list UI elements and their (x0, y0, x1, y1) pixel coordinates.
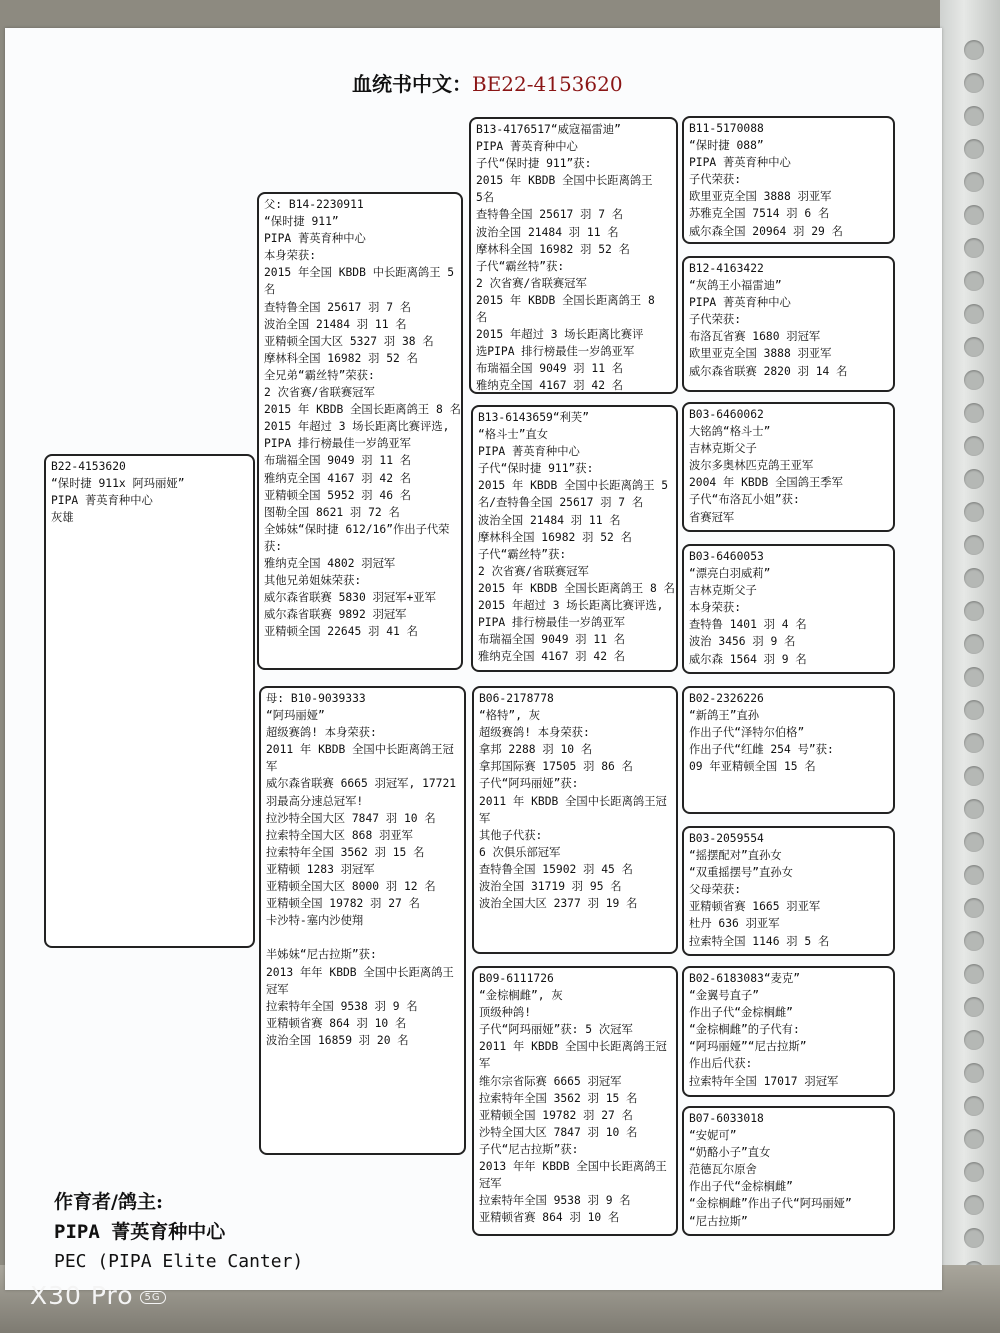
binder-hole (964, 205, 984, 225)
title-prefix: 血统书中文： (352, 72, 472, 96)
pedigree-line: 2013 年年 KBDB 全国中长距离鸽王 (479, 1160, 667, 1174)
pedigree-line: 2015 年超过 3 场长距离比赛评 (476, 328, 644, 342)
pedigree-line: 图勒全国 8621 羽 72 名 (264, 505, 400, 519)
pedigree-line: PIPA 菁英育种中心 (478, 445, 580, 459)
pedigree-line: “灰鸽王小福雷迪” (689, 279, 782, 293)
great-granddam-3-box (682, 826, 895, 956)
pedigree-line: PIPA 菁英育种中心 (476, 140, 578, 154)
binder-hole (964, 898, 984, 918)
pedigree-line: 顶级种鸽! (479, 1006, 531, 1020)
pedigree-line: 威尔森省联赛 9892 羽冠军 (264, 608, 407, 622)
pedigree-line: 子代“霸丝特”获: (478, 547, 567, 561)
pedigree-line: 2015 年 KBDB 全国长距离鸽王 8 名 (264, 403, 461, 417)
pedigree-line: 拉索特年全国 3562 羽 15 名 (266, 845, 425, 859)
binder-hole (964, 799, 984, 819)
pedigree-line: 拉沙特全国大区 7847 羽 10 名 (266, 811, 436, 825)
pedigree-line: 布洛瓦省赛 1680 羽冠军 (689, 330, 821, 344)
pedigree-line: 威尔森省联赛 2820 羽 14 名 (689, 364, 848, 378)
pedigree-line: 威尔森省联赛 6665 羽冠军, 17721 (266, 777, 457, 791)
binder-hole (964, 733, 984, 753)
binder-hole (964, 832, 984, 852)
pedigree-line: “双重摇摆号”直孙女 (689, 866, 793, 880)
binder-hole (964, 337, 984, 357)
pedigree-line: 卡沙特-塞内沙使翔 (266, 914, 364, 928)
camera-model: X30 Pro (30, 1281, 134, 1310)
pedigree-line: 查特鲁全国 15902 羽 45 名 (479, 862, 633, 876)
granddam-maternal-box (472, 966, 678, 1236)
pedigree-line: PIPA 菁英育种中心 (51, 494, 153, 508)
binder-hole (964, 1162, 984, 1182)
breeder-english-name: PEC (PIPA Elite Canter) (54, 1251, 304, 1272)
pedigree-line: 摩林科全国 16982 羽 52 名 (264, 351, 418, 365)
pedigree-line: 子代荣获: (689, 313, 741, 327)
dam-box (259, 686, 466, 1155)
grandsire-maternal-box (472, 686, 678, 954)
pedigree-line: 本身荣获: (689, 601, 741, 615)
great-granddam-1-box (682, 256, 895, 392)
pedigree-line: “新鸽王”直孙 (689, 709, 760, 723)
pedigree-line: 2015 年 KBDB 全国中长距离鸽王 (476, 174, 653, 188)
pedigree-line: 2013 年年 KBDB 全国中长距离鸽王 (266, 965, 454, 979)
pedigree-line: 子代“尼古拉斯”获: (479, 1142, 579, 1156)
pedigree-line: “金棕榈雌”作出子代“阿玛丽娅” (689, 1197, 852, 1211)
pedigree-line: 拉索特全国 1146 羽 5 名 (689, 934, 830, 948)
pedigree-line: B22-4153620 (51, 460, 126, 473)
pedigree-line: PIPA 排行榜最佳一岁鸽亚军 (478, 616, 625, 630)
pedigree-line: 摩林科全国 16982 羽 52 名 (478, 530, 632, 544)
pedigree-line: B13-4176517“威寇福雷迪” (476, 123, 621, 136)
great-granddam-4-box (682, 1106, 895, 1236)
binder-hole (964, 1129, 984, 1149)
pedigree-line: “金棕榈雌”的子代有: (689, 1023, 800, 1037)
pedigree-line: 名 (476, 311, 488, 325)
pedigree-line (266, 929, 459, 946)
pedigree-line: 母: B10-9039333 (266, 692, 366, 705)
pedigree-line: 波治全国 21484 羽 11 名 (264, 317, 407, 331)
pedigree-line: 亚精顿全国大区 5327 羽 38 名 (264, 334, 434, 348)
pedigree-line: “金翼号直子” (689, 989, 760, 1003)
pedigree-line: “奶酪小子”直女 (689, 1146, 771, 1160)
pedigree-line: 2 次省赛/省联赛冠军 (476, 276, 587, 290)
breeder-name: PIPA 菁英育种中心 (54, 1221, 226, 1243)
pedigree-line: 2015 年 KBDB 全国长距离鸽王 8 (476, 293, 655, 307)
pedigree-line: 冠军 (479, 1177, 502, 1191)
pedigree-line: 拉索特年全国 9538 羽 9 名 (266, 999, 418, 1013)
pedigree-line: B02-6183083“麦克” (689, 972, 801, 985)
pedigree-line: 欧里亚克全国 3888 羽亚军 (689, 347, 832, 361)
pedigree-line: 09 年亚精顿全国 15 名 (689, 760, 816, 774)
binder-hole (964, 601, 984, 621)
pedigree-line: B03-6460053 (689, 550, 764, 563)
pedigree-line: 2015 年超过 3 场长距离比赛评选, (478, 599, 664, 613)
pedigree-line: B03-6460062 (689, 408, 764, 421)
pedigree-line: 冠军 (266, 982, 289, 996)
pedigree-line: 2015 年 KBDB 全国中长距离鸽王 5 (478, 479, 669, 493)
pedigree-line: 拉索特年全国 9538 羽 9 名 (479, 1194, 631, 1208)
pedigree-line: 波治 3456 羽 9 名 (689, 635, 796, 649)
pedigree-line: “尼古拉斯” (689, 1214, 748, 1228)
pedigree-line: “金棕榈雌”, 灰 (479, 989, 563, 1003)
pedigree-line: 其他子代获: (479, 828, 543, 842)
binder-hole (964, 106, 984, 126)
pedigree-line: “保时捷 911x 阿玛丽娅” (51, 477, 185, 491)
pedigree-line: 雅纳克全国 4167 羽 42 名 (264, 471, 412, 485)
pedigree-line: “格特”, 灰 (479, 709, 541, 723)
pedigree-line: 2004 年 KBDB 全国鸽王季军 (689, 476, 843, 490)
binder-hole (964, 139, 984, 159)
pedigree-line: 省赛冠军 (689, 510, 735, 524)
pedigree-line: 威尔森省联赛 5830 羽冠军+亚军 (264, 591, 436, 605)
pedigree-line: 军 (479, 1057, 491, 1071)
breeder-block (54, 1188, 303, 1277)
pedigree-line: 2015 年 KBDB 全国长距离鸽王 8 名 (478, 581, 675, 595)
pedigree-line: PIPA 菁英育种中心 (689, 156, 791, 170)
pedigree-line: 作出子代“金棕榈雌” (689, 1180, 793, 1194)
pedigree-line: 沙特全国大区 7847 羽 10 名 (479, 1125, 638, 1139)
pedigree-line: 子代“保时捷 911”获: (478, 462, 594, 476)
pedigree-line: 亚精顿全国 19782 羽 27 名 (266, 897, 420, 911)
pedigree-line: 布瑞福全国 9049 羽 11 名 (476, 362, 624, 376)
pedigree-line: B13-6143659“利芙” (478, 411, 590, 424)
pedigree-line: 获: (264, 539, 283, 553)
pedigree-line: B07-6033018 (689, 1112, 764, 1125)
pedigree-line: 作出后代获: (689, 1057, 753, 1071)
grandsire-paternal-box (469, 117, 678, 394)
pedigree-line: 杜丹 636 羽亚军 (689, 917, 780, 931)
pedigree-line: 拉索特年全国 17017 羽冠军 (689, 1074, 839, 1088)
pedigree-line: 子代“霸丝特”获: (476, 259, 565, 273)
pedigree-line: PIPA 菁英育种中心 (264, 232, 366, 246)
granddam-paternal-box (471, 405, 678, 672)
pedigree-line: 查特鲁全国 25617 羽 7 名 (264, 300, 412, 314)
pedigree-line: 子代“阿玛丽娅”获: (479, 777, 579, 791)
pedigree-line: B06-2178778 (479, 692, 554, 705)
binder-hole (964, 271, 984, 291)
pedigree-line: “阿玛丽娅” (266, 709, 325, 723)
pedigree-line: B11-5170088 (689, 122, 764, 135)
great-grandsire-2-box (682, 402, 895, 532)
great-grandsire-1-box (682, 116, 895, 244)
binder-hole (964, 1063, 984, 1083)
pedigree-line: 波治全国 16859 羽 20 名 (266, 1033, 409, 1047)
binder-hole (964, 634, 984, 654)
binder-hole (964, 304, 984, 324)
pedigree-line: 全兄弟“霸丝特”荣获: (264, 368, 375, 382)
pedigree-line: “格斗士”直女 (478, 428, 549, 442)
great-grandsire-4-box (682, 966, 895, 1097)
binder-hole (964, 73, 984, 93)
pedigree-line: 维尔宗省际赛 6665 羽冠军 (479, 1074, 622, 1088)
pedigree-line: 雅纳克全国 4167 羽 42 名 (478, 650, 626, 664)
pedigree-line: 威尔森全国 20964 羽 29 名 (689, 224, 843, 238)
pedigree-line: 亚精顿 1283 羽冠军 (266, 862, 375, 876)
binder-hole (964, 964, 984, 984)
binder-hole (964, 370, 984, 390)
pedigree-line: 半姊妹“尼古拉斯”获: (266, 948, 377, 962)
pedigree-line: 军 (479, 811, 491, 825)
pedigree-line: 波治全国 21484 羽 11 名 (478, 513, 621, 527)
binder-holes (960, 40, 990, 1300)
pedigree-line: 布瑞福全国 9049 羽 11 名 (264, 454, 412, 468)
pedigree-line: 名/查特鲁全国 25617 羽 7 名 (478, 496, 644, 510)
binder-hole (964, 997, 984, 1017)
pedigree-line: 5名 (476, 191, 495, 205)
pedigree-line: 亚精顿省赛 1665 羽亚军 (689, 900, 821, 914)
pedigree-line: PIPA 排行榜最佳一岁鸽亚军 (264, 437, 411, 451)
pedigree-line: 拿邦 2288 羽 10 名 (479, 743, 593, 757)
binder-hole (964, 40, 984, 60)
pedigree-line: 父: B14-2230911 (264, 198, 364, 211)
pedigree-line: “安妮可” (689, 1129, 737, 1143)
binder-hole (964, 667, 984, 687)
pedigree-line: “保时捷 088” (689, 139, 764, 153)
pedigree-line: 摩林科全国 16982 羽 52 名 (476, 242, 630, 256)
binder-hole (964, 238, 984, 258)
network-badge: 5G (140, 1291, 166, 1304)
pedigree-line: 超级赛鸽! 本身荣获: (479, 726, 590, 740)
binder-hole (964, 700, 984, 720)
pedigree-line: 2011 年 KBDB 全国中长距离鸽王冠 (266, 743, 454, 757)
pedigree-line: “阿玛丽娅”“尼古拉斯” (689, 1040, 807, 1054)
pedigree-line: 2011 年 KBDB 全国中长距离鸽王冠 (479, 794, 667, 808)
pedigree-line: 亚精顿全国 22645 羽 41 名 (264, 625, 418, 639)
pedigree-line: 名 (264, 283, 276, 297)
pedigree-line: 其他兄弟姐妹荣获: (264, 574, 362, 588)
pedigree-line: B09-6111726 (479, 972, 554, 985)
pedigree-line: 欧里亚克全国 3888 羽亚军 (689, 190, 832, 204)
pedigree-line: 选PIPA 排行榜最佳一岁鸽亚军 (476, 345, 635, 359)
pedigree-line: 2 次省赛/省联赛冠军 (264, 386, 375, 400)
ring-number: BE22-4153620 (472, 72, 623, 96)
binder-hole (964, 403, 984, 423)
pedigree-line: 吉林克斯父子 (689, 442, 757, 456)
binder-hole (964, 568, 984, 588)
pedigree-line: 亚精顿全国大区 8000 羽 12 名 (266, 880, 436, 894)
pedigree-line: B12-4163422 (689, 262, 764, 275)
pedigree-line: “保时捷 911” (264, 215, 339, 229)
pedigree-line: 超级赛鸽! 本身荣获: (266, 726, 377, 740)
binder-hole (964, 1228, 984, 1248)
subject-box (44, 454, 255, 948)
pedigree-line: PIPA 菁英育种中心 (689, 296, 791, 310)
pedigree-line: 亚精顿全国 19782 羽 27 名 (479, 1108, 633, 1122)
pedigree-line: 大铭鸽“格斗士” (689, 425, 771, 439)
great-grandsire-3-box (682, 686, 895, 814)
pedigree-line: 军 (266, 760, 278, 774)
pedigree-line: 波治全国大区 2377 羽 19 名 (479, 897, 638, 911)
sire-box (257, 192, 463, 670)
pedigree-line: 父母荣获: (689, 883, 741, 897)
binder-hole (964, 931, 984, 951)
pedigree-line: 2 次省赛/省联赛冠军 (478, 564, 589, 578)
pedigree-line: 拿邦国际赛 17505 羽 86 名 (479, 760, 633, 774)
pedigree-line: 亚精顿省赛 864 羽 10 名 (479, 1211, 620, 1225)
pedigree-line: 2015 年全国 KBDB 中长距离鸽王 5 (264, 266, 455, 280)
pedigree-line: 波治全国 21484 羽 11 名 (476, 225, 619, 239)
pedigree-line: 波治全国 31719 羽 95 名 (479, 880, 622, 894)
pedigree-line: “漂亮白羽威莉” (689, 567, 771, 581)
binder-hole (964, 535, 984, 555)
binder-hole (964, 766, 984, 786)
page-title (352, 68, 623, 97)
pedigree-line: 全姊妹“保时捷 612/16”作出子代荣 (264, 522, 450, 536)
pedigree-line: 亚精顿省赛 864 羽 10 名 (266, 1016, 407, 1030)
binder-hole (964, 1195, 984, 1215)
pedigree-line: 波尔多奥林匹克鸽王亚军 (689, 459, 814, 473)
binder-hole (964, 1096, 984, 1116)
great-granddam-2-box (682, 544, 895, 674)
pedigree-line: 羽最高分速总冠军! (266, 794, 364, 808)
pedigree-line: B03-2059554 (689, 832, 764, 845)
binder-hole (964, 436, 984, 456)
pedigree-line: 苏雅克全国 7514 羽 6 名 (689, 207, 830, 221)
camera-watermark (30, 1281, 166, 1310)
pedigree-line: 灰雄 (51, 511, 74, 525)
pedigree-line: 子代“保时捷 911”获: (476, 157, 592, 171)
pedigree-line: B02-2326226 (689, 692, 764, 705)
pedigree-line: 吉林克斯父子 (689, 584, 757, 598)
pedigree-line: 雅纳克全国 4802 羽冠军 (264, 556, 396, 570)
binder-hole (964, 469, 984, 489)
pedigree-line: 查特鲁 1401 羽 4 名 (689, 618, 807, 632)
binder-hole (964, 502, 984, 522)
pedigree-line: 拉索特年全国 3562 羽 15 名 (479, 1091, 638, 1105)
pedigree-line: 2011 年 KBDB 全国中长距离鸽王冠 (479, 1040, 667, 1054)
pedigree-line: 作出子代“泽特尔伯格” (689, 726, 805, 740)
pedigree-line: 本身荣获: (264, 249, 316, 263)
pedigree-line: 子代“布洛瓦小姐”获: (689, 493, 800, 507)
breeder-label: 作育者/鸽主: (54, 1191, 163, 1213)
pedigree-line: 作出子代“红雌 254 号”获: (689, 743, 834, 757)
pedigree-line: 子代荣获: (689, 173, 741, 187)
pedigree-line: 6 次俱乐部冠军 (479, 845, 561, 859)
pedigree-line: 拉索特全国大区 868 羽亚军 (266, 828, 413, 842)
pedigree-line: 雅纳克全国 4167 羽 42 名 (476, 379, 624, 393)
binder-hole (964, 1030, 984, 1050)
pedigree-line: 亚精顿全国 5952 羽 46 名 (264, 488, 412, 502)
pedigree-line: 威尔森 1564 羽 9 名 (689, 652, 807, 666)
pedigree-line: 查特鲁全国 25617 羽 7 名 (476, 208, 624, 222)
pedigree-line: 布瑞福全国 9049 羽 11 名 (478, 633, 626, 647)
pedigree-line: “摇摆配对”直孙女 (689, 849, 782, 863)
pedigree-line: 范德瓦尔原舍 (689, 1163, 757, 1177)
pedigree-line: 2015 年超过 3 场长距离比赛评选, (264, 420, 450, 434)
pedigree-line: 作出子代“金棕榈雌” (689, 1006, 793, 1020)
pedigree-line: 子代“阿玛丽娅”获: 5 次冠军 (479, 1023, 633, 1037)
binder-hole (964, 172, 984, 192)
binder-hole (964, 865, 984, 885)
